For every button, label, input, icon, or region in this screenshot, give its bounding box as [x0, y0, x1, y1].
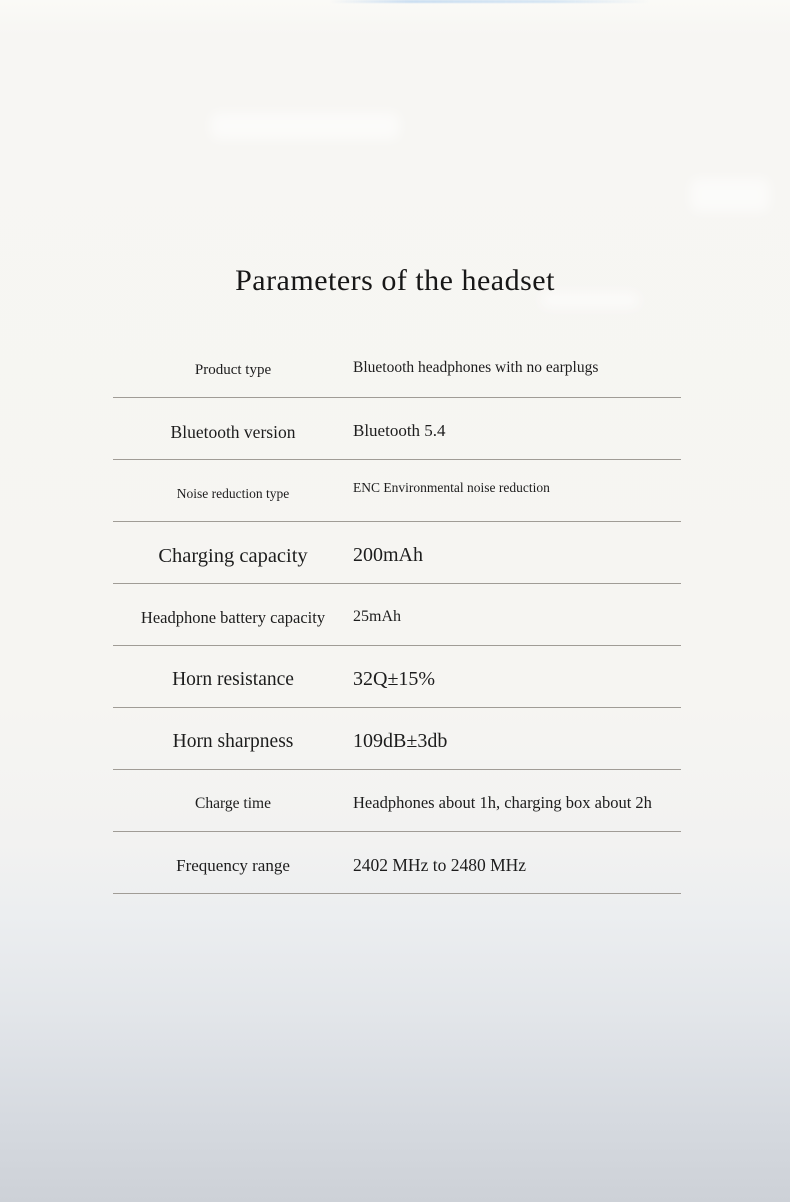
- spec-value: 25mAh: [353, 608, 401, 625]
- spec-value: 109dB±3db: [353, 729, 448, 752]
- spec-value: 32Q±15%: [353, 667, 436, 690]
- table-row: [113, 646, 681, 708]
- table-row: [113, 584, 681, 646]
- page-title: Parameters of the headset: [235, 264, 555, 298]
- spec-label: Horn resistance: [172, 669, 294, 690]
- spec-label: Bluetooth version: [170, 421, 296, 442]
- spec-label: Charge time: [195, 795, 271, 812]
- table-row: [113, 708, 681, 770]
- background-smudge: [210, 112, 400, 140]
- spec-label: Frequency range: [176, 856, 290, 875]
- spec-value: 200mAh: [353, 543, 423, 566]
- spec-label: Headphone battery capacity: [140, 608, 326, 627]
- spec-value: Headphones about 1h, charging box about 2h: [353, 793, 652, 812]
- table-row: [113, 832, 681, 894]
- table-row: [113, 336, 681, 398]
- table-row: [113, 770, 681, 832]
- spec-table: [113, 336, 681, 894]
- spec-value: 2402 MHz to 2480 MHz: [353, 854, 527, 875]
- table-row: [113, 522, 681, 584]
- spec-value: Bluetooth 5.4: [353, 421, 446, 440]
- spec-value: ENC Environmental noise reduction: [353, 480, 550, 495]
- spec-label: Noise reduction type: [176, 486, 290, 501]
- spec-value: Bluetooth headphones with no earplugs: [353, 359, 599, 376]
- spec-label: Horn sharpness: [172, 731, 294, 752]
- table-row: [113, 460, 681, 522]
- table-row: [113, 398, 681, 460]
- spec-label: Charging capacity: [158, 544, 308, 567]
- background-smudge: [690, 178, 770, 212]
- top-scan-streak: [330, 0, 650, 3]
- spec-label: Product type: [194, 361, 272, 378]
